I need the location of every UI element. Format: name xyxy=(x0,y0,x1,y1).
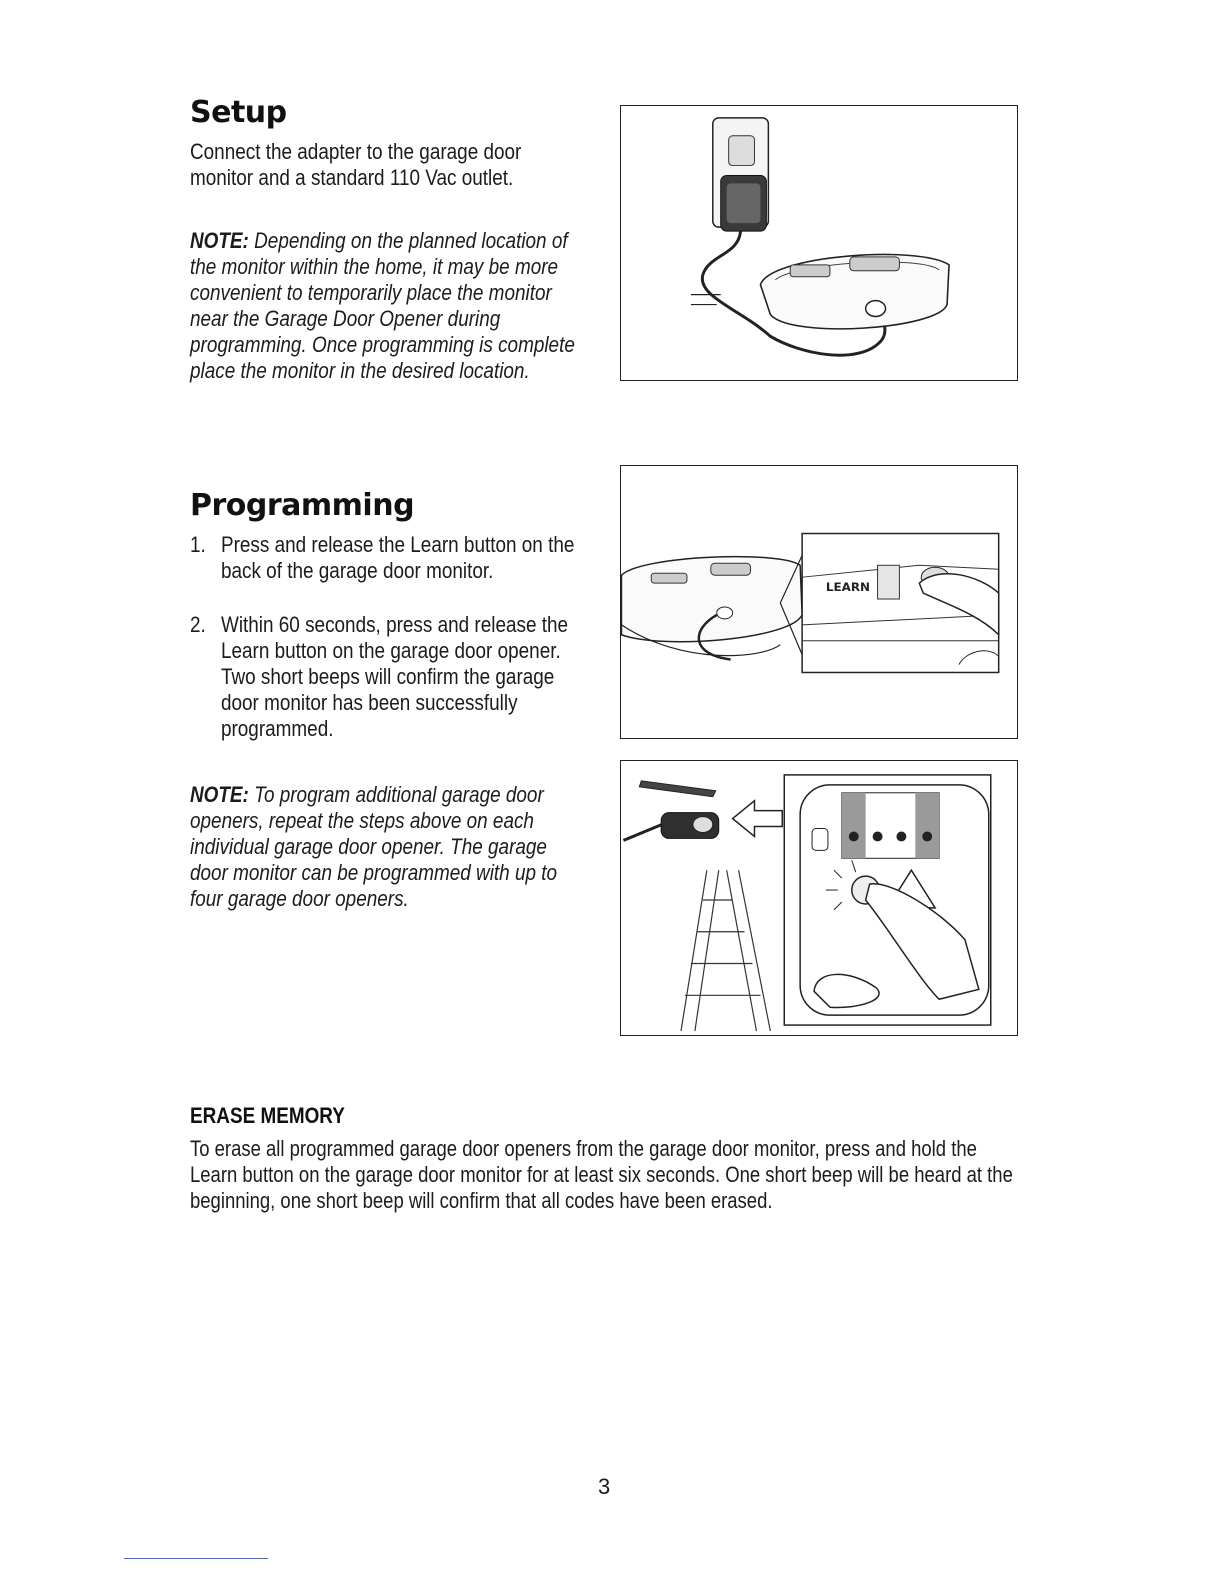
programming-note-label: NOTE: xyxy=(190,782,249,807)
programming-title: Programming xyxy=(190,488,415,523)
monitor-learn-button-drawing xyxy=(621,466,1017,738)
step-1 xyxy=(190,532,586,584)
programming-note xyxy=(190,782,586,912)
opener-learn-illustration xyxy=(620,760,1018,1036)
step-1-text: Press and release the Learn button on the back of the garage door monitor. xyxy=(220,532,575,583)
step-2-text: Within 60 seconds, press and release the Learn button on the garage door opener. Two short beeps will confirm the garage door monitor has been successfully programmed. xyxy=(220,612,569,741)
programming-steps xyxy=(190,532,586,742)
step-2-number: 2. xyxy=(190,612,206,637)
setup-note xyxy=(190,228,577,384)
footer-rule xyxy=(124,1558,268,1559)
page-number: 3 xyxy=(598,1474,611,1499)
step-2 xyxy=(190,612,586,742)
learn-label: LEARN xyxy=(825,580,871,595)
setup-body: Connect the adapter to the garage door monitor and a standard 110 Vac outlet. xyxy=(190,139,522,190)
opener-learn-button-drawing xyxy=(621,761,1017,1035)
step-1-number: 1. xyxy=(190,532,206,557)
setup-illustration xyxy=(620,105,1018,381)
programming-note-text: To program additional garage door openers, repeat the steps above on each individual garage door opener. The garage door monitor can be programmed with up to four garage door openers. xyxy=(190,782,558,911)
setup-title: Setup xyxy=(190,95,287,130)
setup-note-text: Depending on the planned location of the monitor within the home, it may be more convenient to temporarily place the monitor near the Garage Door Opener during programming. Once programming is complete place the monitor in the desired location. xyxy=(190,228,575,383)
adapter-outlet-drawing xyxy=(621,106,1017,380)
erase-memory-title: ERASE MEMORY xyxy=(190,1103,345,1128)
monitor-learn-illustration xyxy=(620,465,1018,739)
erase-memory-body: To erase all programmed garage door openers from the garage door monitor, press and hold the Learn button on the garage door monitor for at least six seconds. One short beep will be heard at the beginning, one short beep will confirm that all codes have been erased. xyxy=(190,1136,1013,1213)
setup-note-label: NOTE: xyxy=(190,228,249,253)
